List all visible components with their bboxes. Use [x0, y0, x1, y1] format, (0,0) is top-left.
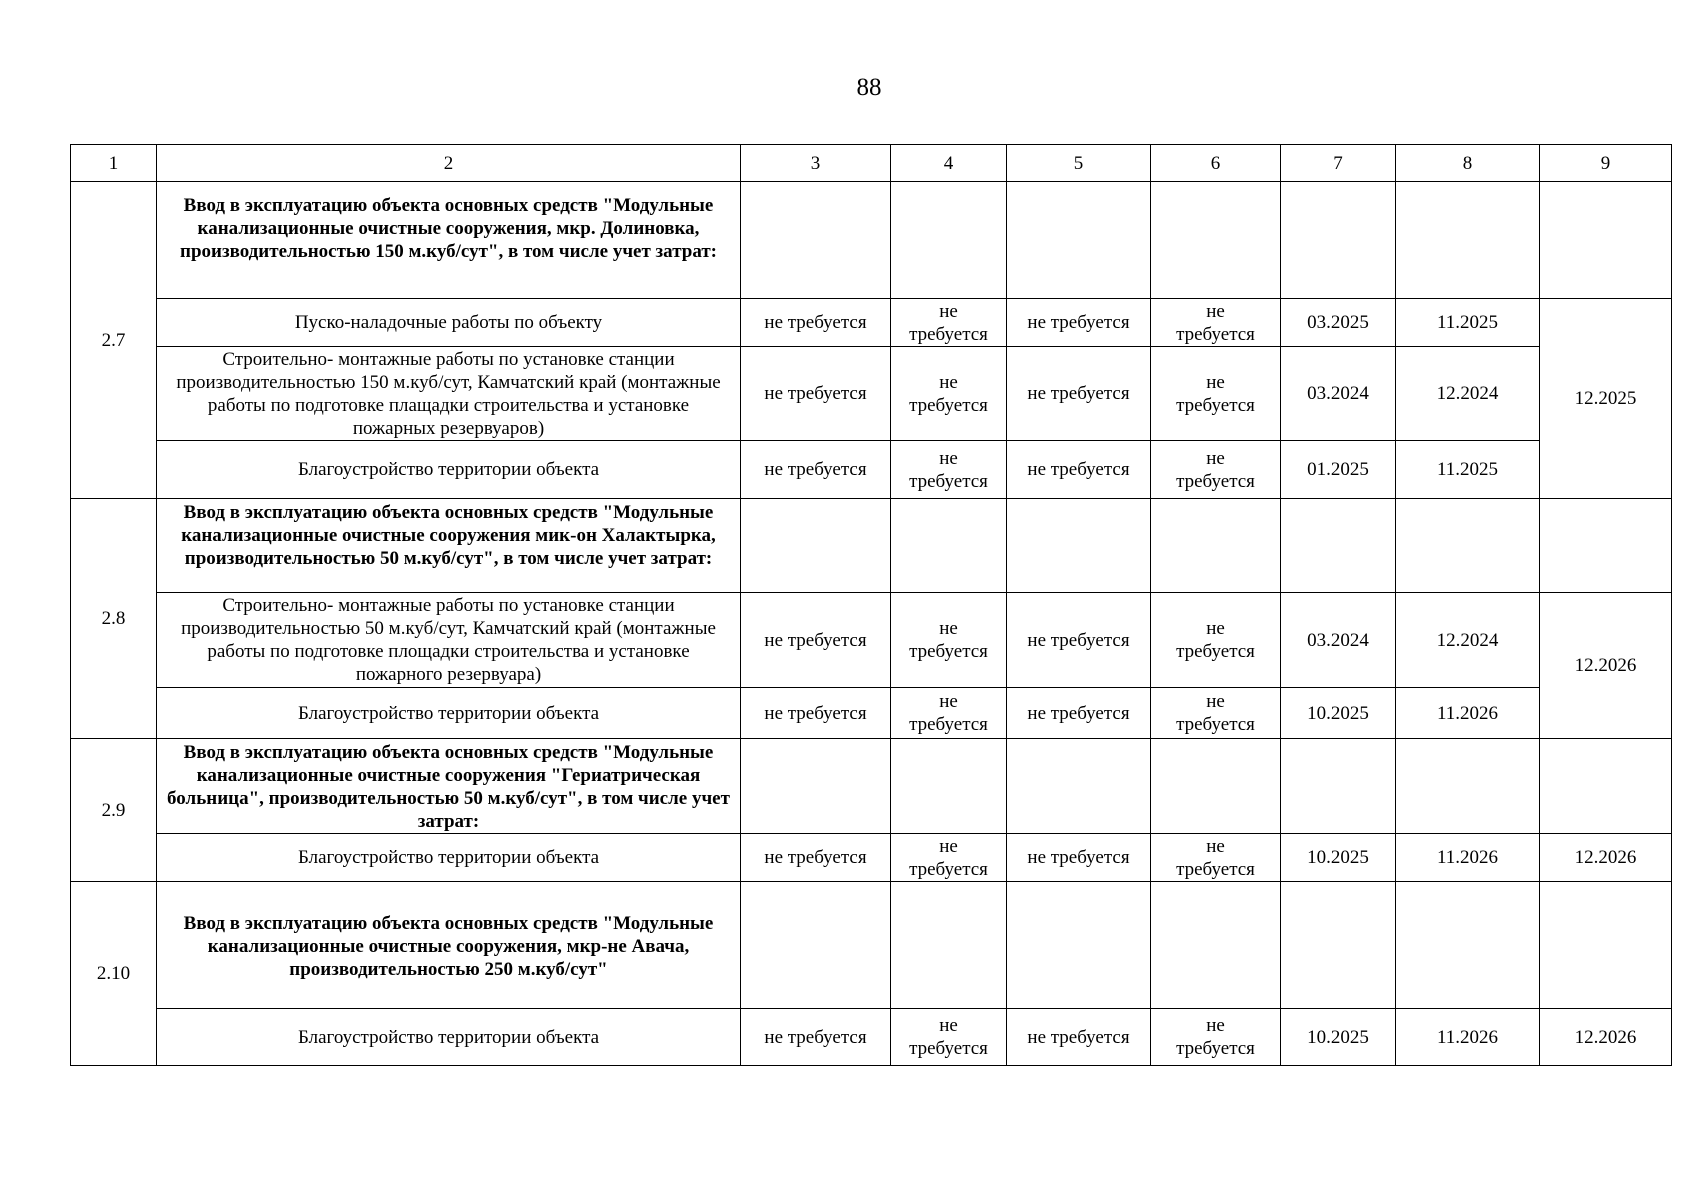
table-row [71, 182, 1672, 299]
group-title: Ввод в эксплуатацию объекта основных средств "Модульные канализационные очистные сооружения мик-он Халактырка, производительностью 50 м.куб/сут", в том числе учет затрат: [157, 499, 741, 593]
cell-not-required-split: не требуется [1151, 688, 1281, 739]
cell-not-required: не требуется [741, 688, 891, 739]
row-number: 2.9 [71, 739, 157, 882]
header-cell: 3 [741, 145, 891, 182]
schedule-table [70, 144, 1672, 1066]
end-date: 12.2024 [1396, 347, 1540, 441]
cell-not-required: не требуется [1007, 834, 1151, 882]
group-title: Ввод в эксплуатацию объекта основных средств "Модульные канализационные очистные сооружения, мкр-не Авача, производительностью 250 м.куб/сут" [157, 882, 741, 1009]
completion-date: 12.2026 [1540, 834, 1672, 882]
row-number: 2.10 [71, 882, 157, 1066]
cell-not-required-split: не требуется [891, 299, 1007, 347]
group-title: Ввод в эксплуатацию объекта основных средств "Модульные канализационные очистные сооружения "Гериатрическая больница", производительностью 50 м.куб/сут", в том числе учет затрат: [157, 739, 741, 834]
table-row [71, 347, 1672, 441]
row-number: 2.7 [71, 182, 157, 499]
table-row [71, 441, 1672, 499]
item-description: Пуско-наладочные работы по объекту [157, 299, 741, 347]
table-row [71, 299, 1672, 347]
cell-not-required-split: не требуется [891, 593, 1007, 688]
start-date: 03.2024 [1281, 347, 1396, 441]
page-number: 88 [856, 74, 882, 101]
end-date: 11.2026 [1396, 834, 1540, 882]
header-row [71, 145, 1672, 182]
start-date: 03.2024 [1281, 593, 1396, 688]
cell-not-required: не требуется [1007, 1009, 1151, 1066]
header-cell: 8 [1396, 145, 1540, 182]
cell-not-required: не требуется [741, 1009, 891, 1066]
completion-date: 12.2025 [1540, 299, 1672, 499]
cell-not-required: не требуется [1007, 347, 1151, 441]
end-date: 11.2026 [1396, 688, 1540, 739]
header-cell: 5 [1007, 145, 1151, 182]
item-description: Благоустройство территории объекта [157, 1009, 741, 1066]
table-row [71, 882, 1672, 1009]
cell-not-required-split: не требуется [891, 347, 1007, 441]
cell-not-required: не требуется [1007, 441, 1151, 499]
row-number: 2.8 [71, 499, 157, 739]
start-date: 03.2025 [1281, 299, 1396, 347]
cell-not-required-split: не требуется [891, 441, 1007, 499]
table-row [71, 1009, 1672, 1066]
cell-not-required-split: не требуется [1151, 834, 1281, 882]
header-cell: 4 [891, 145, 1007, 182]
end-date: 12.2024 [1396, 593, 1540, 688]
cell-not-required: не требуется [741, 347, 891, 441]
table-row [71, 834, 1672, 882]
header-cell: 6 [1151, 145, 1281, 182]
cell-not-required-split: не требуется [891, 688, 1007, 739]
header-cell: 9 [1540, 145, 1672, 182]
cell-not-required-split: не требуется [891, 1009, 1007, 1066]
table-row [71, 739, 1672, 834]
cell-not-required-split: не требуется [1151, 593, 1281, 688]
cell-not-required: не требуется [741, 834, 891, 882]
start-date: 01.2025 [1281, 441, 1396, 499]
end-date: 11.2025 [1396, 441, 1540, 499]
item-description: Благоустройство территории объекта [157, 441, 741, 499]
cell-not-required-split: не требуется [1151, 441, 1281, 499]
start-date: 10.2025 [1281, 688, 1396, 739]
cell-not-required-split: не требуется [1151, 347, 1281, 441]
header-cell: 2 [157, 145, 741, 182]
item-description: Строительно- монтажные работы по установке станции производительностью 50 м.куб/сут, Камчатский край (монтажные работы по подготовке площадки строительства и установке пожарного резервуара) [157, 593, 741, 688]
completion-date: 12.2026 [1540, 593, 1672, 739]
end-date: 11.2026 [1396, 1009, 1540, 1066]
start-date: 10.2025 [1281, 834, 1396, 882]
table-row [71, 499, 1672, 593]
cell-not-required-split: не требуется [1151, 299, 1281, 347]
table-row [71, 688, 1672, 739]
cell-not-required-split: не требуется [891, 834, 1007, 882]
table-row [71, 593, 1672, 688]
cell-not-required: не требуется [1007, 299, 1151, 347]
end-date: 11.2025 [1396, 299, 1540, 347]
start-date: 10.2025 [1281, 1009, 1396, 1066]
completion-date: 12.2026 [1540, 1009, 1672, 1066]
header-cell: 1 [71, 145, 157, 182]
group-title: Ввод в эксплуатацию объекта основных средств "Модульные канализационные очистные сооружения, мкр. Долиновка, производительностью 150 м.куб/сут", в том числе учет затрат: [157, 182, 741, 299]
item-description: Благоустройство территории объекта [157, 834, 741, 882]
header-cell: 7 [1281, 145, 1396, 182]
item-description: Строительно- монтажные работы по установке станции производительностью 150 м.куб/сут, Камчатский край (монтажные работы по подготовке плащадки строительства и установке пожарных резервуаров) [157, 347, 741, 441]
item-description: Благоустройство территории объекта [157, 688, 741, 739]
cell-not-required-split: не требуется [1151, 1009, 1281, 1066]
cell-not-required: не требуется [741, 593, 891, 688]
cell-not-required: не требуется [1007, 688, 1151, 739]
cell-not-required: не требуется [1007, 593, 1151, 688]
cell-not-required: не требуется [741, 299, 891, 347]
cell-not-required: не требуется [741, 441, 891, 499]
